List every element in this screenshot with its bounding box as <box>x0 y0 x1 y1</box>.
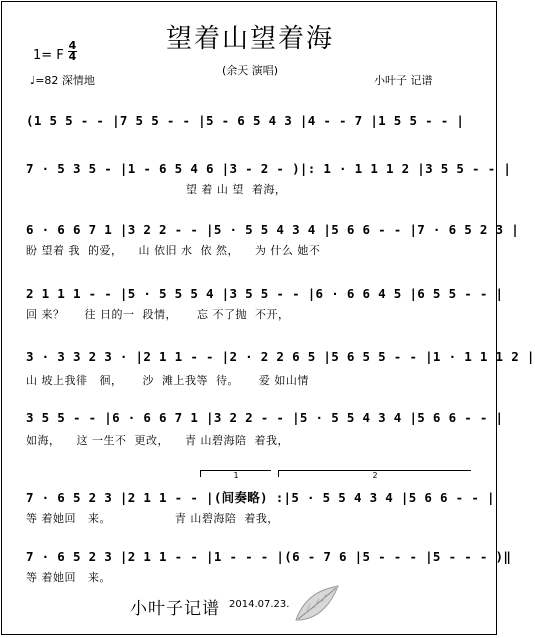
notation-line-7: 7 · 6 5 2 3 |2 1 1 - - |(间奏略) :|5 · 5 5 4 3 4 |5 6 6 - - | <box>26 490 495 505</box>
time-signature <box>68 41 77 62</box>
lyrics-line-3: 盼 望着 我 的爱， 山 依旧 水 依 然， 为 什么 她不 <box>26 244 321 257</box>
notation-line-3: 6 · 6 6 7 1 |3 2 2 - - |5 · 5 5 4 3 4 |5 6 6 - - |7 · 6 5 2 3 | <box>26 222 520 237</box>
notation-line-8: 7 · 6 5 2 3 |2 1 1 - - |1 - - - |(6 - 7 6 |5 - - - |5 - - - )‖ <box>26 549 512 564</box>
lyrics-line-6: 如海， 这 一生不 更改， 青 山碧海陪 着我， <box>26 434 289 447</box>
volta-second: 2 <box>278 470 471 477</box>
tempo-marking: ♩=82 深情地 <box>30 74 95 87</box>
notation-line-6: 3 5 5 - - |6 · 6 6 7 1 |3 2 2 - - |5 · 5 5 4 3 4 |5 6 6 - - | <box>26 410 504 425</box>
notation-line-2: 7 · 5 3 5 - |1 - 6 5 4 6 |3 - 2 - )|: 1 · 1 1 1 2 |3 5 5 - - | <box>26 161 512 176</box>
song-title: 望着山望着海 <box>165 24 334 54</box>
lyrics-line-5: 山 坡上我徘 徊， 沙 滩上我等 待。 爱 如山情 <box>26 374 309 387</box>
transcriber-credit: 小叶子 记谱 <box>374 74 433 87</box>
notation-line-5: 3 · 3 3 2 3 · |2 1 1 - - |2 · 2 2 6 5 |5 6 5 5 - - |1 · 1 1 1 2 | <box>26 349 535 364</box>
time-signature-bottom: 4 <box>68 50 77 63</box>
volta-first: 1 <box>200 470 271 477</box>
singer-credit: (余天 演唱) <box>221 64 279 77</box>
leaf-icon <box>292 582 342 626</box>
notation-line-4: 2 1 1 1 - - |5 · 5 5 5 4 |3 5 5 - - |6 · 6 6 4 5 |6 5 5 - - | <box>26 286 504 301</box>
lyrics-line-7: 等 着她回 来。 青 山碧海陪 着我， <box>26 512 279 525</box>
footer-signature: 小叶子记谱 <box>130 599 220 619</box>
lyrics-line-2: 望 着 山 望 着海， <box>26 183 287 196</box>
key-signature: 1= F <box>33 48 64 63</box>
lyrics-line-4: 回 来？ 往 日的一 段情， 忘 不了抛 不开， <box>26 308 290 321</box>
footer-date: 2014.07.23. <box>229 599 290 610</box>
time-signature-top: 4 <box>68 39 77 52</box>
notation-line-1: (1 5 5 - - |7 5 5 - - |5 - 6 5 4 3 |4 - - 7 |1 5 5 - - | <box>26 113 465 128</box>
lyrics-line-8: 等 着她回 来。 <box>26 571 111 584</box>
